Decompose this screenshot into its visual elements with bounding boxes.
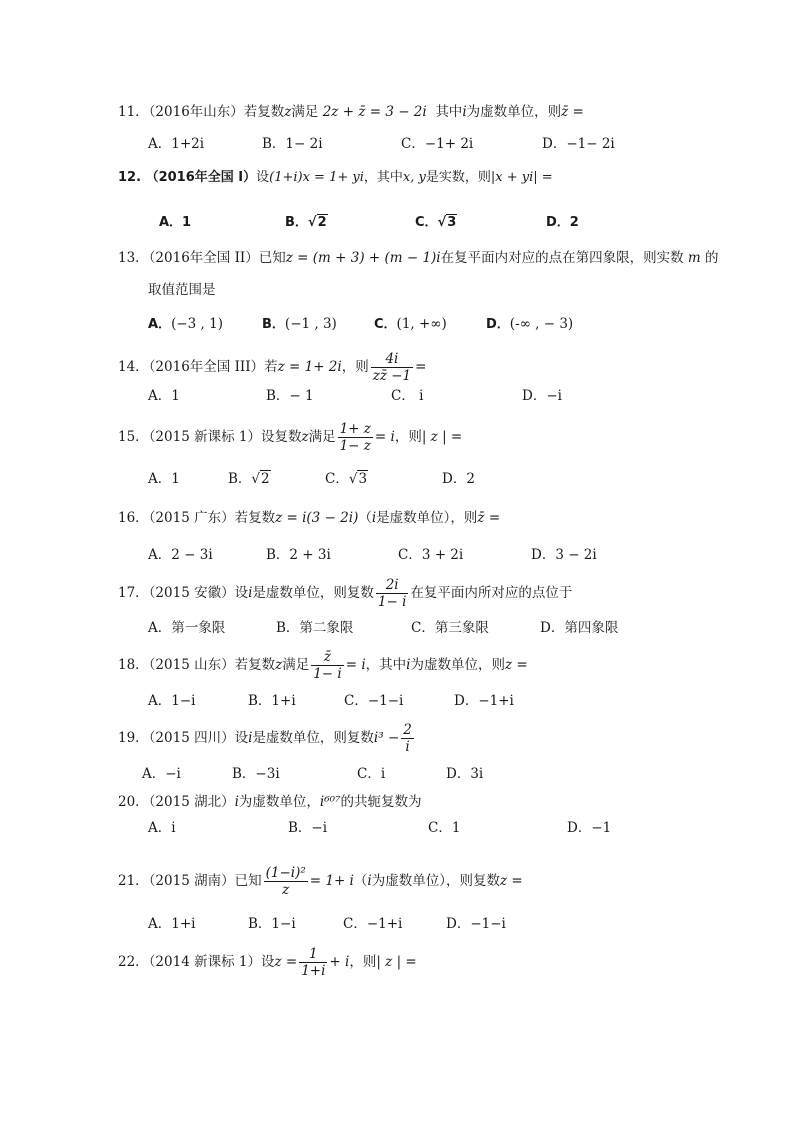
option-c[interactable]: C．1 bbox=[428, 820, 461, 836]
question-22: 22．（2014 新课标 1）设z = $\frac{1}{1+i}$ + i，则| z | = bbox=[118, 946, 417, 979]
option-a[interactable]: A．1+i bbox=[148, 916, 196, 932]
question-source: （2014 新课标 1） bbox=[148, 954, 261, 970]
option-a[interactable]: A．−i bbox=[142, 766, 181, 782]
option-a[interactable]: A．第一象限 bbox=[148, 620, 226, 636]
question-number: 16． bbox=[118, 510, 149, 526]
option-d[interactable]: D．−1+i bbox=[454, 693, 514, 709]
option-b[interactable]: B．1−i bbox=[248, 916, 296, 932]
equation: z = 1+ 2i bbox=[277, 359, 342, 375]
question-source: （2015 安徽） bbox=[148, 585, 235, 601]
question-source: （2016年全国 III） bbox=[148, 359, 265, 375]
option-a[interactable]: A．i bbox=[148, 820, 176, 836]
option-b[interactable]: B．1+i bbox=[248, 693, 296, 709]
equation: z = (m + 3) + (m − 1)i bbox=[285, 250, 441, 266]
question-number: 13． bbox=[118, 250, 149, 266]
question-source: （2016年全国 I） bbox=[145, 170, 257, 185]
question-19: 19．（2015 四川）设i是虚数单位，则复数i³ − $\frac{2}{i}$ bbox=[118, 722, 412, 755]
option-d[interactable]: D．(-∞ , − 3) bbox=[486, 316, 574, 332]
equation: i⁶⁰⁷ bbox=[319, 794, 341, 810]
option-b[interactable]: B．(−1 , 3) bbox=[262, 316, 337, 332]
option-b[interactable]: B．−i bbox=[288, 820, 328, 836]
option-b[interactable]: B．√2 bbox=[228, 471, 270, 487]
option-c[interactable]: C．−1+ 2i bbox=[401, 136, 474, 152]
option-c[interactable]: C．−1−i bbox=[344, 693, 404, 709]
question-21: 21．（2015 湖南）已知 $\frac{\text{(1−i)²}}{z}$ = 1+ i（i为虚数单位），则复数z = bbox=[118, 865, 523, 898]
question-number: 12. bbox=[118, 170, 142, 185]
question-source: （2015 湖北） bbox=[148, 794, 235, 810]
question-source: （2015 新课标 1） bbox=[148, 429, 261, 445]
option-d[interactable]: D．3 − 2i bbox=[531, 547, 597, 563]
equation: z = bbox=[274, 954, 298, 970]
option-d[interactable]: D．第四象限 bbox=[540, 620, 619, 636]
option-a[interactable]: A．(−3 , 1) bbox=[148, 316, 223, 332]
question-13-continuation: 取值范围是 bbox=[148, 282, 216, 298]
equation: (1+i)x = 1+ yi bbox=[269, 170, 364, 185]
option-c[interactable]: C．(1, +∞) bbox=[374, 316, 447, 332]
fraction: $\frac{1+ z}{1- z}$ bbox=[339, 421, 371, 454]
question-number: 11． bbox=[118, 104, 149, 120]
equation: 2z + z̄ = 3 − 2i bbox=[322, 104, 427, 120]
fraction: $\frac{4i}{zz̄ -1}$ bbox=[372, 351, 412, 384]
fraction: $\frac{\text{(1−i)²}}{z}$ bbox=[265, 865, 306, 898]
question-number: 14． bbox=[118, 359, 149, 375]
fraction: $\frac{z̄}{1- i}$ bbox=[313, 649, 342, 682]
question-16: 16．（2015 广东）若复数z = i(3 − 2i)（i是虚数单位），则z̄ = bbox=[118, 510, 501, 526]
option-d[interactable]: D．2 bbox=[442, 471, 475, 487]
question-number: 18． bbox=[118, 657, 149, 673]
question-number: 17． bbox=[118, 585, 149, 601]
option-a[interactable]: A．1+2i bbox=[148, 136, 205, 152]
question-source: （2015 四川） bbox=[148, 730, 235, 746]
option-d[interactable]: D．−1 bbox=[567, 820, 612, 836]
question-number: 20． bbox=[118, 794, 149, 810]
option-a[interactable]: A．1 bbox=[148, 388, 180, 404]
question-20: 20．（2015 湖北）i为虚数单位，i⁶⁰⁷的共轭复数为 bbox=[118, 794, 422, 810]
option-c[interactable]: C． i bbox=[391, 388, 424, 404]
fraction: $\frac{2}{i}$ bbox=[403, 722, 412, 755]
option-d[interactable]: D．2 bbox=[546, 215, 579, 230]
question-number: 15． bbox=[118, 429, 149, 445]
question-number: 22． bbox=[118, 954, 149, 970]
option-c[interactable]: C．3 + 2i bbox=[398, 547, 464, 563]
option-d[interactable]: D．3i bbox=[446, 766, 484, 782]
option-d[interactable]: D．−1− 2i bbox=[542, 136, 615, 152]
question-source: （2015 广东） bbox=[148, 510, 235, 526]
fraction: $\frac{1}{1+i}$ bbox=[301, 946, 326, 979]
option-d[interactable]: D．−1−i bbox=[446, 916, 506, 932]
option-c[interactable]: C．i bbox=[357, 766, 386, 782]
question-12: 12. （2016年全国 I）设(1+i)x = 1+ yi，其中x, y是实数，则|x + yi| = bbox=[118, 170, 553, 185]
option-b[interactable]: B．2 + 3i bbox=[266, 547, 331, 563]
question-13: 13．（2016年全国 II）已知z = (m + 3) + (m − 1)i在复平面内对应的点在第四象限，则实数 m 的 bbox=[118, 250, 719, 266]
question-11: 11．（2016年山东）若复数z满足 2z + z̄ = 3 − 2i 其中i为虚数单位，则z̄ = bbox=[118, 104, 584, 120]
option-c[interactable]: C．√3 bbox=[415, 215, 457, 230]
option-b[interactable]: B．− 1 bbox=[266, 388, 314, 404]
option-c[interactable]: C．−1+i bbox=[343, 916, 403, 932]
question-15: 15．（2015 新课标 1）设复数z满足 $\frac{1+ z}{1- z}$ = i，则| z | = bbox=[118, 421, 463, 454]
option-b[interactable]: B．第二象限 bbox=[276, 620, 354, 636]
option-a[interactable]: A．1 bbox=[159, 215, 192, 230]
option-a[interactable]: A．1 bbox=[148, 471, 180, 487]
question-18: 18．（2015 山东）若复数z满足 $\frac{z̄}{1- i}$ = i，其中i为虚数单位，则z = bbox=[118, 649, 528, 682]
question-14: 14．（2016年全国 III）若z = 1+ 2i，则 $\frac{4i}{zz̄ -1}$ = bbox=[118, 351, 427, 384]
option-b[interactable]: B．√2 bbox=[285, 215, 327, 230]
equation: z = i(3 − 2i) bbox=[275, 510, 359, 526]
question-number: 21． bbox=[118, 873, 149, 889]
option-c[interactable]: C．第三象限 bbox=[411, 620, 489, 636]
option-a[interactable]: A．2 − 3i bbox=[148, 547, 213, 563]
question-17: 17．（2015 安徽）设i是虚数单位，则复数 $\frac{2i}{1- i}$ 在复平面内所对应的点位于 bbox=[118, 577, 573, 610]
question-source: （2016年山东） bbox=[148, 104, 244, 120]
equation: i³ − bbox=[373, 730, 400, 746]
option-b[interactable]: B．1− 2i bbox=[262, 136, 323, 152]
question-source: （2015 山东） bbox=[148, 657, 235, 673]
question-source: （2016年全国 II） bbox=[148, 250, 259, 266]
equation: = 1+ i bbox=[309, 873, 354, 889]
option-a[interactable]: A．1−i bbox=[148, 693, 196, 709]
question-number: 19． bbox=[118, 730, 149, 746]
option-c[interactable]: C．√3 bbox=[325, 471, 368, 487]
question-source: （2015 湖南） bbox=[148, 873, 235, 889]
fraction: $\frac{2i}{1- i}$ bbox=[377, 577, 407, 610]
option-b[interactable]: B．−3i bbox=[232, 766, 280, 782]
option-d[interactable]: D．−i bbox=[522, 388, 562, 404]
